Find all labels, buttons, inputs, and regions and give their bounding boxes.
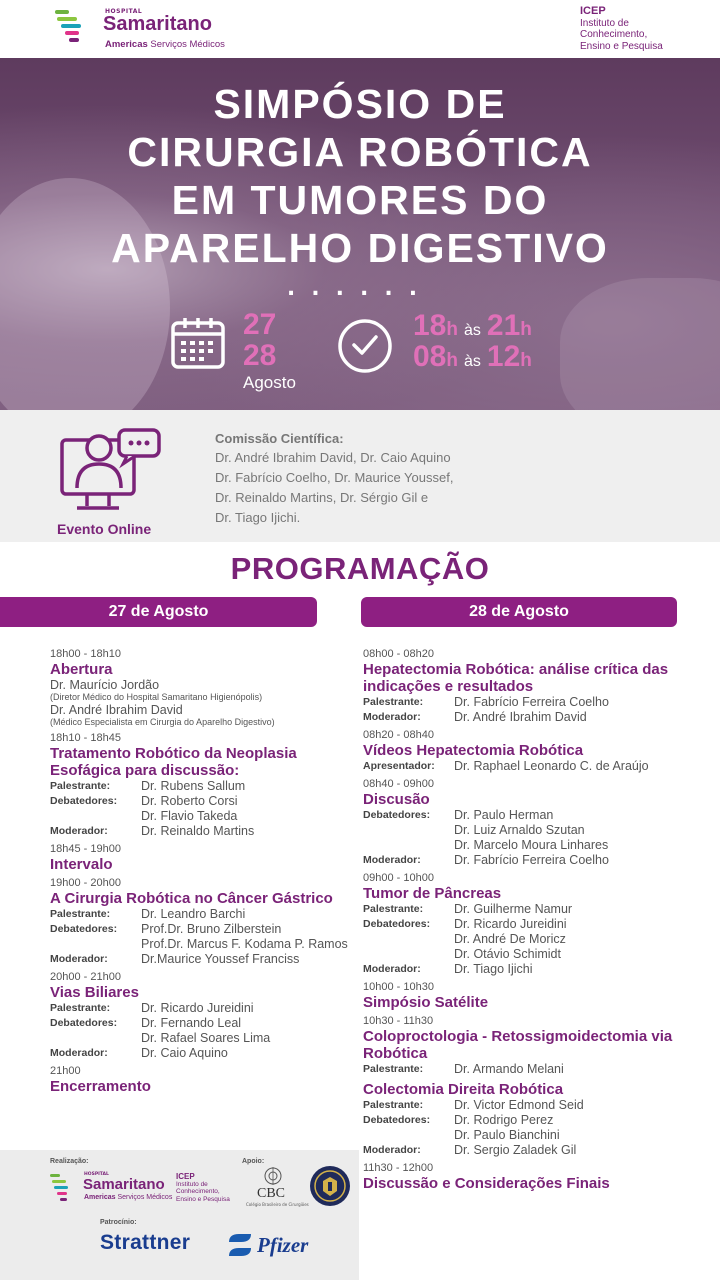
speaker-role-note: (Diretor Médico do Hospital Samaritano Higienópolis) <box>50 692 263 702</box>
session-block <box>363 1081 698 1158</box>
speaker-role: Moderador: <box>363 1144 421 1156</box>
speaker-name: Prof.Dr. Marcus F. Kodama P. Ramos <box>141 937 348 951</box>
brand-sub: Americas Serviços Médicos <box>105 39 225 50</box>
speaker-role: Palestrante: <box>363 696 424 708</box>
speaker-row <box>50 952 360 967</box>
speaker-row <box>50 922 360 937</box>
pfizer-logo-icon <box>225 1230 255 1260</box>
speaker-name: Dr. Reinaldo Martins <box>141 824 255 838</box>
session-title: Coloproctologia - Retossigmoidectomia via Robótica <box>363 1028 673 1062</box>
speaker-role: Palestrante: <box>363 1063 424 1075</box>
speaker-row <box>363 695 698 710</box>
day-2-schedule <box>363 644 698 1192</box>
session-title: Vias Biliares <box>50 984 139 1001</box>
speaker-row <box>50 1001 360 1016</box>
session-time: 21h00 <box>50 1065 81 1077</box>
commission-line: Dr. Tiago Ijichi. <box>215 510 301 525</box>
speaker-name: Dr. André Ibrahim David <box>50 703 183 717</box>
speaker-name: Dr. Marcelo Moura Linhares <box>454 838 609 852</box>
speaker-row <box>363 838 698 853</box>
cbc-logo-text: CBC <box>257 1186 286 1201</box>
session-title: Colectomia Direita Robótica <box>363 1081 564 1098</box>
speaker-row <box>363 1128 698 1143</box>
cbc-logo-subtext: Colégio Brasileiro de Cirurgiões <box>246 1202 309 1207</box>
speaker-row <box>363 917 698 932</box>
date-day-1: 27 <box>243 308 277 341</box>
session-title: Hepatectomia Robótica: análise crítica das indicações e resultados <box>363 661 669 695</box>
sponsor-pfizer: Pfizer <box>257 1233 309 1257</box>
speaker-role: Debatedores: <box>363 1114 431 1126</box>
session-block <box>50 732 360 839</box>
speaker-name: Dr. Rodrigo Perez <box>454 1113 554 1127</box>
session-time: 19h00 - 20h00 <box>50 877 121 889</box>
time-range-day-2: 08h às 12h <box>413 340 532 373</box>
speaker-row <box>363 1062 698 1077</box>
commission-title: Comissão Científica: <box>215 431 344 446</box>
day-1-header: 27 de Agosto <box>0 597 317 627</box>
speaker-row <box>50 794 360 809</box>
speaker-row <box>50 907 360 922</box>
speaker-name: Dr. Sergio Zaladek Gil <box>454 1143 577 1157</box>
session-title: Discusão <box>363 791 430 808</box>
speaker-name: Dr. Guilherme Namur <box>454 902 573 916</box>
session-title: Intervalo <box>50 856 113 873</box>
speaker-name: Dr. Otávio Schimidt <box>454 947 561 961</box>
date-day-2: 28 <box>243 339 277 372</box>
speaker-name: Dr. Caio Aquino <box>141 1046 228 1060</box>
speaker-name: Dr. Armando Melani <box>454 1062 564 1076</box>
session-title: Tratamento Robótico da Neoplasia Esofágica para discussão: <box>50 745 297 779</box>
session-block <box>363 729 698 774</box>
commission-line: Dr. Reinaldo Martins, Dr. Sérgio Gil e <box>215 490 429 505</box>
speaker-name: Dr. Raphael Leonardo C. de Araújo <box>454 759 649 773</box>
session-time: 08h00 - 08h20 <box>363 648 434 660</box>
speaker-name: Dr.Maurice Youssef Franciss <box>141 952 300 966</box>
speaker-role <box>363 838 454 853</box>
speaker-row <box>50 779 360 794</box>
session-time: 10h30 - 11h30 <box>363 1015 434 1027</box>
session-title: A Cirurgia Robótica no Câncer Gástrico <box>50 890 333 907</box>
speaker-name: Dr. Fabrício Ferreira Coelho <box>454 695 609 709</box>
speaker-name: Dr. André De Moricz <box>454 932 566 946</box>
sponsor-strattner: Strattner <box>100 1231 191 1254</box>
speaker-row <box>363 1143 698 1158</box>
speaker-role: Moderador: <box>363 854 421 866</box>
speaker-row <box>363 808 698 823</box>
speaker-row <box>50 1046 360 1061</box>
patrocinio-label: Patrocínio: <box>100 1219 137 1226</box>
speaker-name: Dr. Paulo Herman <box>454 808 554 822</box>
event-title: SIMPÓSIO DE CIRURGIA ROBÓTICA EM TUMORES DO APARELHO DIGESTIVO <box>111 81 609 271</box>
speaker-row <box>50 1031 360 1046</box>
speaker-role <box>363 932 454 947</box>
speaker-row <box>363 1113 698 1128</box>
speaker-row <box>363 947 698 962</box>
speaker-role <box>363 947 454 962</box>
speaker-row <box>363 823 698 838</box>
speaker-role: Palestrante: <box>50 780 111 792</box>
calendar-icon <box>170 315 226 371</box>
speaker-role: Moderador: <box>363 963 421 975</box>
session-block <box>363 1015 698 1077</box>
speaker-role: Apresentador: <box>363 760 435 772</box>
session-time: 18h00 - 18h10 <box>50 648 121 660</box>
day-2-header: 28 de Agosto <box>361 597 677 627</box>
speaker-role <box>50 937 141 952</box>
speaker-role-note: (Médico Especialista em Cirurgia do Aparelho Digestivo) <box>50 717 275 727</box>
session-block <box>50 971 360 1061</box>
speaker-role: Debatedores: <box>50 1017 118 1029</box>
speaker-row <box>50 824 360 839</box>
speaker-name: Dr. Luiz Arnaldo Szutan <box>454 823 585 837</box>
speaker-role: Palestrante: <box>50 1002 111 1014</box>
speaker-name: Prof.Dr. Bruno Zilberstein <box>141 922 282 936</box>
day-1-schedule <box>50 644 360 1095</box>
session-time: 20h00 - 21h00 <box>50 971 121 983</box>
speaker-name: Dr. Fernando Leal <box>141 1016 242 1030</box>
session-block <box>50 843 360 873</box>
speaker-role: Debatedores: <box>50 923 118 935</box>
speaker-role: Moderador: <box>50 1047 108 1059</box>
speaker-role: Moderador: <box>50 825 108 837</box>
speaker-name: Dr. André Ibrahim David <box>454 710 587 724</box>
title-dots: ...... <box>286 276 434 301</box>
footer-sponsors <box>0 1150 359 1280</box>
date-month: Agosto <box>243 373 296 392</box>
session-time: 08h20 - 08h40 <box>363 729 434 741</box>
session-block <box>363 981 698 1011</box>
speaker-role <box>363 823 454 838</box>
speaker-row <box>363 932 698 947</box>
icep-logo: ICEP Instituto de Conhecimento, Ensino e Pesquisa <box>580 5 663 52</box>
seal-logo-icon <box>309 1165 351 1207</box>
time-range-day-1: 18h às 21h <box>413 309 532 342</box>
hero-banner <box>0 58 720 410</box>
speaker-name: Dr. Maurício Jordão <box>50 678 160 692</box>
footer-icep-logo: ICEP Instituto de Conhecimento, Ensino e Pesquisa <box>176 1172 230 1203</box>
session-title: Tumor de Pâncreas <box>363 885 502 902</box>
speaker-role: Palestrante: <box>363 1099 424 1111</box>
program-title: PROGRAMAÇÃO <box>230 551 490 586</box>
session-block <box>50 1065 360 1095</box>
speaker-name: Dr. Rafael Soares Lima <box>141 1031 271 1045</box>
session-title: Encerramento <box>50 1078 151 1095</box>
clock-icon <box>337 318 393 374</box>
speaker-name: Dr. Rubens Sallum <box>141 779 246 793</box>
speaker-role: Debatedores: <box>363 809 431 821</box>
speaker-name: Dr. Leandro Barchi <box>141 907 246 921</box>
online-event-label: Evento Online <box>57 521 152 537</box>
session-time: 09h00 - 10h00 <box>363 872 434 884</box>
speaker-role: Moderador: <box>363 711 421 723</box>
speaker-name: Dr. Tiago Ijichi <box>454 962 533 976</box>
speaker-name: Dr. Flavio Takeda <box>141 809 238 823</box>
session-time: 18h10 - 18h45 <box>50 732 121 744</box>
header <box>0 0 720 58</box>
speaker-role <box>50 1031 141 1046</box>
commission-section <box>0 410 720 542</box>
speaker-role: Debatedores: <box>363 918 431 930</box>
session-time: 08h40 - 09h00 <box>363 778 434 790</box>
samaritano-logo-icon <box>50 1174 68 1202</box>
session-time: 10h00 - 10h30 <box>363 981 434 993</box>
brand-small: HOSPITAL <box>105 8 143 15</box>
session-block <box>363 648 698 725</box>
online-event-icon <box>57 428 165 516</box>
speaker-name: Dr. Fabrício Ferreira Coelho <box>454 853 609 867</box>
speaker-row <box>363 759 698 774</box>
apoio-label: Apoio: <box>242 1158 265 1165</box>
speaker-role: Palestrante: <box>50 908 111 920</box>
session-title: Discussão e Considerações Finais <box>363 1175 610 1192</box>
session-title: Simpósio Satélite <box>363 994 489 1011</box>
session-time: 18h45 - 19h00 <box>50 843 121 855</box>
session-block <box>363 1162 698 1192</box>
realizacao-label: Realização: <box>50 1158 89 1165</box>
samaritano-logo-icon <box>55 10 81 46</box>
speaker-role: Palestrante: <box>363 903 424 915</box>
session-block <box>363 778 698 868</box>
session-title: Vídeos Hepatectomia Robótica <box>363 742 584 759</box>
speaker-row <box>50 937 360 952</box>
speaker-row <box>50 809 360 824</box>
speaker-row <box>363 853 698 868</box>
session-block <box>50 877 360 967</box>
speaker-role <box>50 809 141 824</box>
cbc-logo-icon <box>262 1166 284 1186</box>
speaker-role: Debatedores: <box>50 795 118 807</box>
speaker-row <box>363 902 698 917</box>
speaker-row <box>363 962 698 977</box>
speaker-name: Dr. Roberto Corsi <box>141 794 238 808</box>
speaker-role: Moderador: <box>50 953 108 965</box>
commission-line: Dr. André Ibrahim David, Dr. Caio Aquino <box>215 450 451 465</box>
speaker-row <box>363 710 698 725</box>
session-block <box>50 648 360 728</box>
speaker-role <box>363 1128 454 1143</box>
commission-line: Dr. Fabrício Coelho, Dr. Maurice Youssef, <box>215 470 454 485</box>
session-title: Abertura <box>50 661 113 678</box>
speaker-name: Dr. Ricardo Jureidini <box>454 917 567 931</box>
speaker-row <box>363 1098 698 1113</box>
speaker-name: Dr. Ricardo Jureidini <box>141 1001 254 1015</box>
speaker-name: Dr. Paulo Bianchini <box>454 1128 560 1142</box>
brand-name: Samaritano <box>103 13 212 35</box>
speaker-name: Dr. Victor Edmond Seid <box>454 1098 584 1112</box>
session-block <box>363 872 698 977</box>
speaker-row <box>50 1016 360 1031</box>
footer-samaritano-logo: HOSPITAL Samaritano Americas Serviços Médicos <box>50 1172 180 1206</box>
session-time: 11h30 - 12h00 <box>363 1162 434 1174</box>
